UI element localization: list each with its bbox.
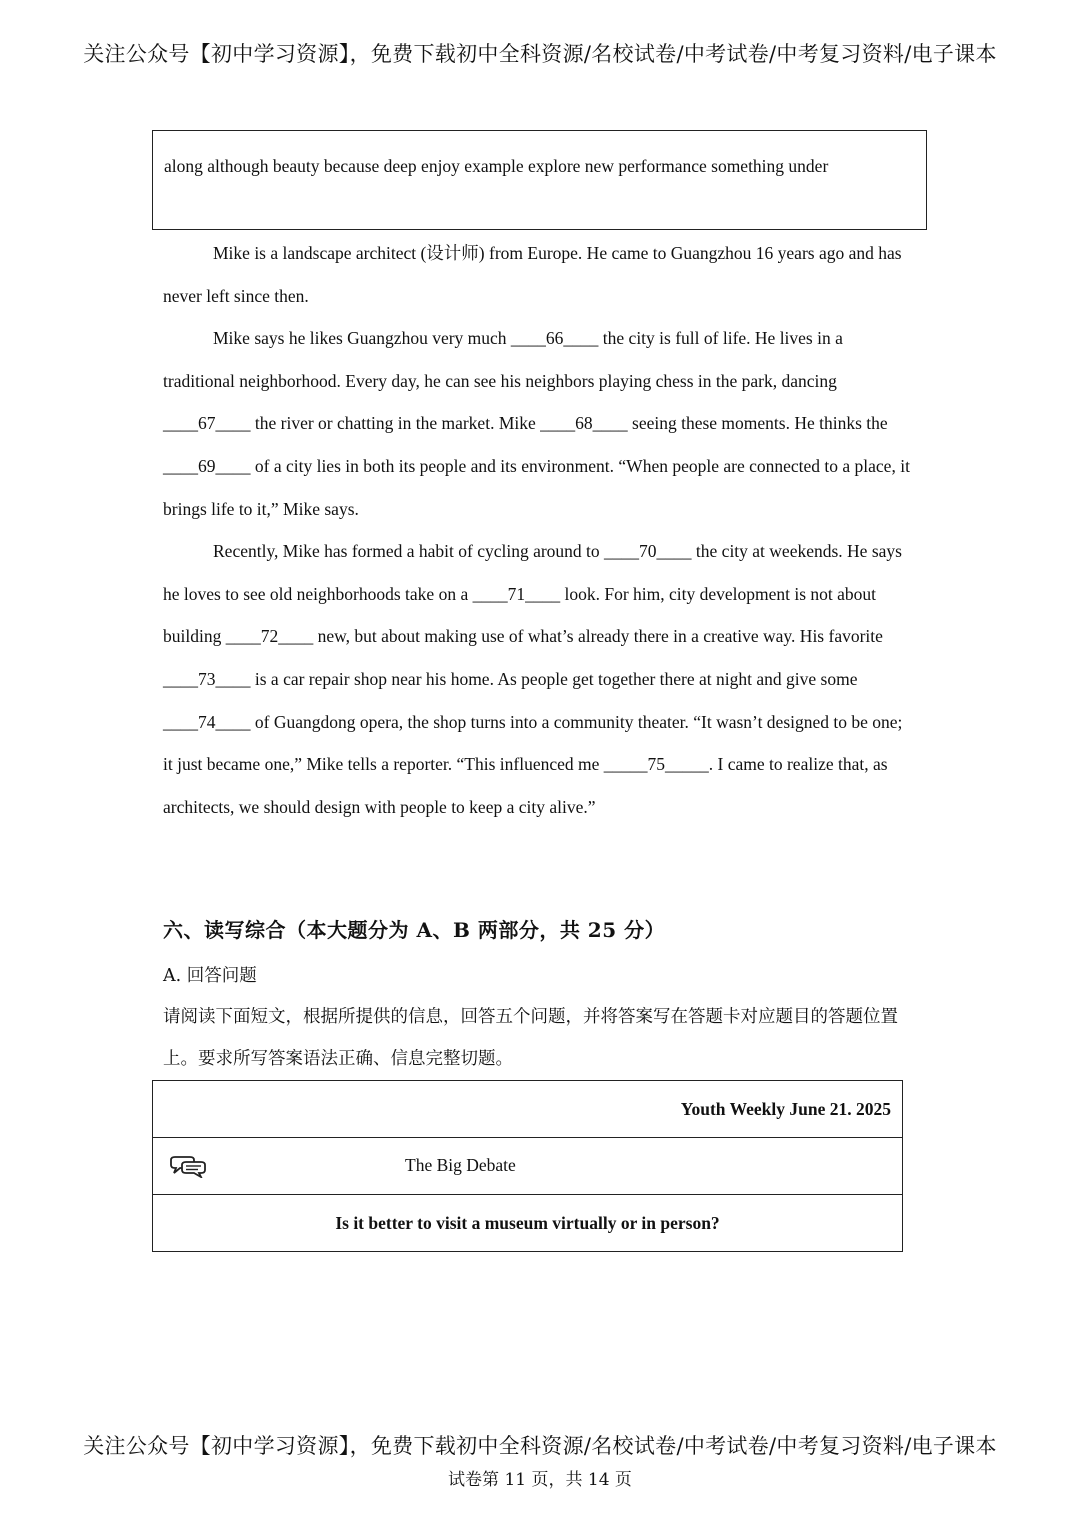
passage-text: is a car repair shop near his home. As people get together there at night and give some [250, 668, 858, 689]
passage-text: Mike says he likes Guangzhou very much [213, 328, 511, 349]
blank-73: ____73____ [163, 668, 251, 689]
passage-text: . I came to realize that, as architects, we should design with people to keep a city alive.” [163, 754, 888, 817]
debate-row [153, 1138, 903, 1195]
passage-text: Recently, Mike has formed a habit of cycling around to [213, 541, 605, 562]
blank-75: _____75_____ [603, 754, 709, 775]
blank-69: ____69____ [163, 455, 251, 476]
passage-paragraph-2 [163, 317, 911, 530]
blank-70: ____70____ [604, 541, 692, 562]
page-number: 试卷第 11 页，共 14 页 [448, 1470, 632, 1490]
passage-text: of a city lies in both its people and its environment. “When people are connected to a place, it brings life to it,” Mike says. [163, 455, 910, 519]
instructions: 请阅读下面短文，根据所提供的信息，回答五个问题，并将答案写在答题卡对应题目的答题位置上。要求所写答案语法正确、信息完整切题。 [163, 1007, 898, 1069]
debate-title: The Big Debate [405, 1155, 516, 1175]
passage-paragraph-3 [163, 530, 911, 828]
speech-bubbles-icon [168, 1156, 208, 1178]
passage-text: Mike is a landscape architect (设计师) from Europe. He came to Guangzhou 16 years ago and has never left since then. [163, 243, 902, 306]
passage-text: of Guangdong opera, the shop turns into a community theater. “It wasn’t designed to be one; it just became one,” Mike tells a reporter. “This influenced me [163, 711, 903, 775]
blank-67: ____67____ [163, 413, 251, 434]
blank-71: ____71____ [472, 583, 561, 604]
blank-68: ____68____ [540, 413, 628, 434]
footer-banner: 关注公众号【初中学习资源】，免费下载初中全科资源/名校试卷/中考试卷/中考复习资料/电子课本 [83, 1434, 997, 1458]
part-a-heading: A. 回答问题 [163, 966, 257, 986]
blank-74: ____74____ [163, 711, 251, 732]
blank-72: ____72____ [225, 626, 314, 647]
blank-66: ____66____ [510, 328, 599, 349]
header-banner: 关注公众号【初中学习资源】，免费下载初中全科资源/名校试卷/中考试卷/中考复习资料/电子课本 [83, 42, 997, 66]
passage-paragraph-1 [163, 232, 911, 317]
passage-text: new, but about making use of what’s already there in a creative way. His favorite [313, 626, 883, 647]
debate-question: Is it better to visit a museum virtually or in person? [153, 1195, 903, 1252]
issue-header: Youth Weekly June 21. 2025 [153, 1081, 903, 1138]
passage-text: the city is full of life. He lives in a traditional neighborhood. Every day, he can see his neighbors playing chess in the park, dancing [163, 328, 843, 391]
newspaper-table [152, 1080, 903, 1252]
cloze-passage [163, 232, 911, 828]
passage-text: look. For him, city development is not about building [163, 583, 877, 647]
passage-text: seeing these moments. He thinks the [627, 413, 888, 434]
section-title: 六、读写综合（本大题分为 A、B 两部分，共 25 分） [163, 918, 666, 942]
passage-text: the river or chatting in the market. Mike [250, 413, 541, 434]
passage-text: the city at weekends. He says he loves to see old neighborhoods take on a [163, 541, 902, 604]
word-bank-box: along although beauty because deep enjoy example explore new performance something under [152, 130, 927, 230]
